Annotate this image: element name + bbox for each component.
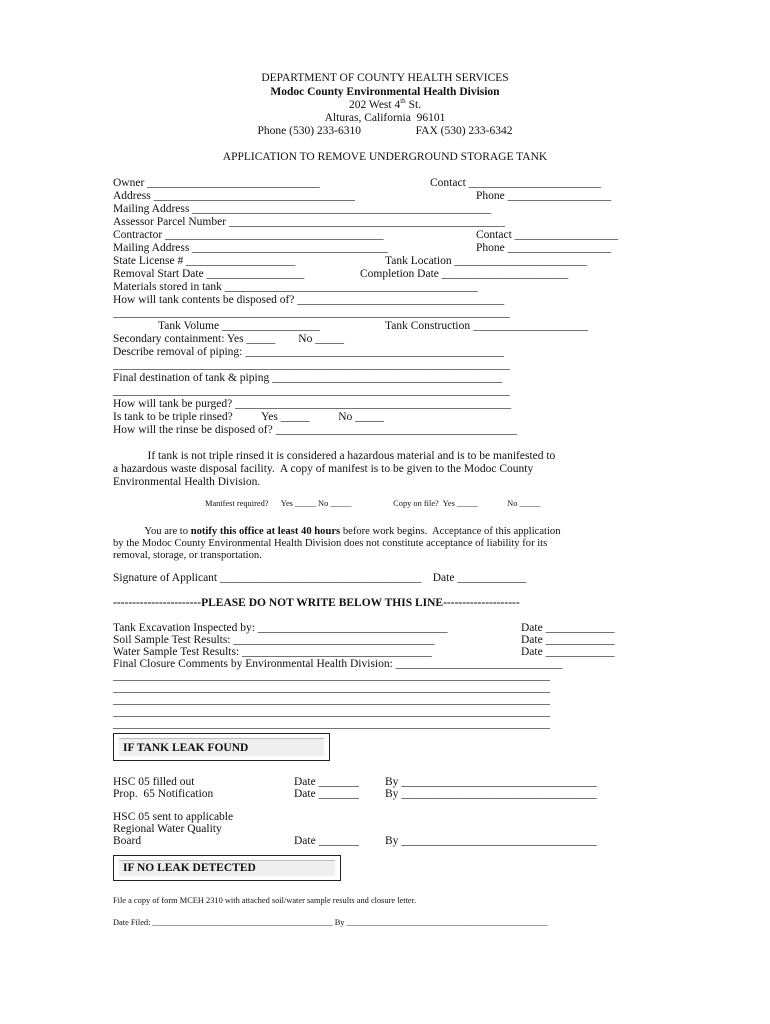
manifest-notice-line-2: a hazardous waste disposal facility. A copy of manifest is to be given to the Modoc County bbox=[113, 463, 534, 475]
hsc-filled-by[interactable]: By __________________________________ bbox=[385, 776, 597, 788]
department-title: DEPARTMENT OF COUNTY HEALTH SERVICES bbox=[261, 72, 509, 84]
contractor-phone-field[interactable]: Phone __________________ bbox=[476, 242, 612, 254]
triple-rinse-field[interactable]: Is tank to be triple rinsed? Yes _____ No _____ bbox=[113, 411, 384, 423]
materials-stored-field[interactable]: Materials stored in tank ____________________________________________ bbox=[113, 281, 478, 293]
street-address bbox=[0, 99, 770, 112]
contents-disposal-field[interactable]: How will tank contents be disposed of? ____________________________________ bbox=[113, 294, 505, 306]
closure-comments-line-3[interactable]: ____________________________________________________________________________ bbox=[113, 682, 550, 694]
state-license-field[interactable]: State License # ___________________ bbox=[113, 255, 296, 267]
applicant-signature-field[interactable]: Signature of Applicant ___________________________________ Date ____________ bbox=[113, 572, 527, 584]
excavation-date-field[interactable]: Date ____________ bbox=[521, 622, 615, 634]
office-use-divider: -----------------------PLEASE DO NOT WRITE BELOW THIS LINE-------------------- bbox=[113, 597, 520, 609]
manifest-notice-line-3: Environmental Health Division. bbox=[113, 476, 261, 488]
hsc-filled-label: HSC 05 filled out bbox=[113, 776, 195, 788]
manifest-notice-line-1: If tank is not triple rinsed it is considered a hazardous material and is to be manifested to bbox=[113, 450, 556, 462]
notify-bold: notify this office at least 40 hours bbox=[190, 526, 341, 537]
contractor-mailing-field[interactable]: Mailing Address __________________________________ bbox=[113, 242, 388, 254]
notify-notice-line-3: removal, storage, or transportation. bbox=[113, 550, 262, 561]
tank-volume-field[interactable]: Tank Volume _________________ bbox=[158, 320, 320, 332]
closure-comments-line-2[interactable]: ____________________________________________________________________________ bbox=[113, 670, 550, 682]
city-address: Alturas, California 96101 bbox=[324, 112, 446, 124]
water-date-field[interactable]: Date ____________ bbox=[521, 646, 615, 658]
file-copy-instruction: File a copy of form MCEH 2310 with attached soil/water sample results and closure letter. bbox=[113, 896, 417, 905]
owner-contact-field[interactable]: Contact _______________________ bbox=[430, 177, 601, 189]
removal-start-field[interactable]: Removal Start Date _________________ bbox=[113, 268, 305, 280]
hsc-sent-label-2: Regional Water Quality bbox=[113, 823, 222, 835]
tank-location-field[interactable]: Tank Location _______________________ bbox=[385, 255, 587, 267]
completion-date-field[interactable]: Completion Date ______________________ bbox=[360, 268, 569, 280]
rinse-disposal-field[interactable]: How will the rinse be disposed of? __________________________________________ bbox=[113, 424, 518, 436]
tank-purge-field[interactable]: How will tank be purged? ________________________________________________ bbox=[113, 398, 512, 410]
notify-notice-line-2: by the Modoc County Environmental Health Division does not constitute acceptance of liability for its bbox=[113, 538, 548, 549]
piping-removal-field[interactable]: Describe removal of piping: _____________________________________________ bbox=[113, 346, 504, 358]
closure-comments-field[interactable]: Final Closure Comments by Environmental Health Division: _____________________________ bbox=[113, 658, 563, 670]
notify-post: before work begins. Acceptance of this application bbox=[340, 526, 561, 537]
contents-disposal-line-2[interactable]: _____________________________________________________________________ bbox=[113, 307, 510, 319]
manifest-required-row[interactable]: Manifest required? Yes _____ No _____ Copy on file? Yes _____ No _____ bbox=[205, 499, 541, 508]
piping-removal-line-2[interactable]: _____________________________________________________________________ bbox=[113, 359, 510, 371]
closure-comments-line-4[interactable]: ____________________________________________________________________________ bbox=[113, 694, 550, 706]
owner-field[interactable]: Owner ______________________________ bbox=[113, 177, 320, 189]
leak-found-box bbox=[113, 733, 330, 761]
contractor-field[interactable]: Contractor ______________________________________ bbox=[113, 229, 384, 241]
soil-date-field[interactable]: Date ____________ bbox=[521, 634, 615, 646]
date-filed-row[interactable]: Date Filed: ___________________________________________ By ________________________________________________ bbox=[113, 918, 548, 927]
hsc-sent-label-3: Board bbox=[113, 835, 142, 847]
leak-found-title: IF TANK LEAK FOUND bbox=[123, 742, 249, 754]
street-ordinal: th bbox=[400, 97, 406, 106]
street-number: 202 West 4 bbox=[348, 99, 401, 111]
soil-sample-field[interactable]: Soil Sample Test Results: ___________________________________ bbox=[113, 634, 435, 646]
tank-construction-field[interactable]: Tank Construction ____________________ bbox=[385, 320, 588, 332]
notify-pre: You are to bbox=[113, 526, 191, 537]
closure-comments-line-6[interactable]: ____________________________________________________________________________ bbox=[113, 718, 550, 730]
phone-fax: Phone (530) 233-6310 FAX (530) 233-6342 bbox=[257, 125, 513, 137]
prop65-by[interactable]: By __________________________________ bbox=[385, 788, 597, 800]
mailing-address-field[interactable]: Mailing Address ____________________________________________________ bbox=[113, 203, 492, 215]
prop65-label: Prop. 65 Notification bbox=[113, 788, 214, 800]
closure-comments-line-5[interactable]: ____________________________________________________________________________ bbox=[113, 706, 550, 718]
street-suffix: St. bbox=[405, 99, 422, 111]
prop65-date[interactable]: Date _______ bbox=[294, 788, 359, 800]
owner-phone-field[interactable]: Phone __________________ bbox=[476, 190, 612, 202]
hsc-sent-by[interactable]: By __________________________________ bbox=[385, 835, 597, 847]
hsc-sent-label-1: HSC 05 sent to applicable bbox=[113, 811, 234, 823]
contractor-contact-field[interactable]: Contact __________________ bbox=[476, 229, 619, 241]
excavation-inspected-field[interactable]: Tank Excavation Inspected by: _________________________________ bbox=[113, 622, 448, 634]
hsc-filled-date[interactable]: Date _______ bbox=[294, 776, 359, 788]
final-destination-field[interactable]: Final destination of tank & piping ________________________________________ bbox=[113, 372, 503, 384]
hsc-sent-date[interactable]: Date _______ bbox=[294, 835, 359, 847]
assessor-parcel-field[interactable]: Assessor Parcel Number ________________________________________________ bbox=[113, 216, 505, 228]
no-leak-title: IF NO LEAK DETECTED bbox=[123, 862, 256, 874]
no-leak-box bbox=[113, 855, 341, 881]
form-title: APPLICATION TO REMOVE UNDERGROUND STORAGE TANK bbox=[222, 151, 548, 163]
division-title: Modoc County Environmental Health Division bbox=[270, 86, 500, 98]
secondary-containment-field[interactable]: Secondary containment: Yes _____ No _____ bbox=[113, 333, 344, 345]
final-destination-line-2[interactable]: _____________________________________________________________________ bbox=[113, 385, 510, 397]
water-sample-field[interactable]: Water Sample Test Results: _________________________________ bbox=[113, 646, 432, 658]
address-field[interactable]: Address ___________________________________ bbox=[113, 190, 355, 202]
